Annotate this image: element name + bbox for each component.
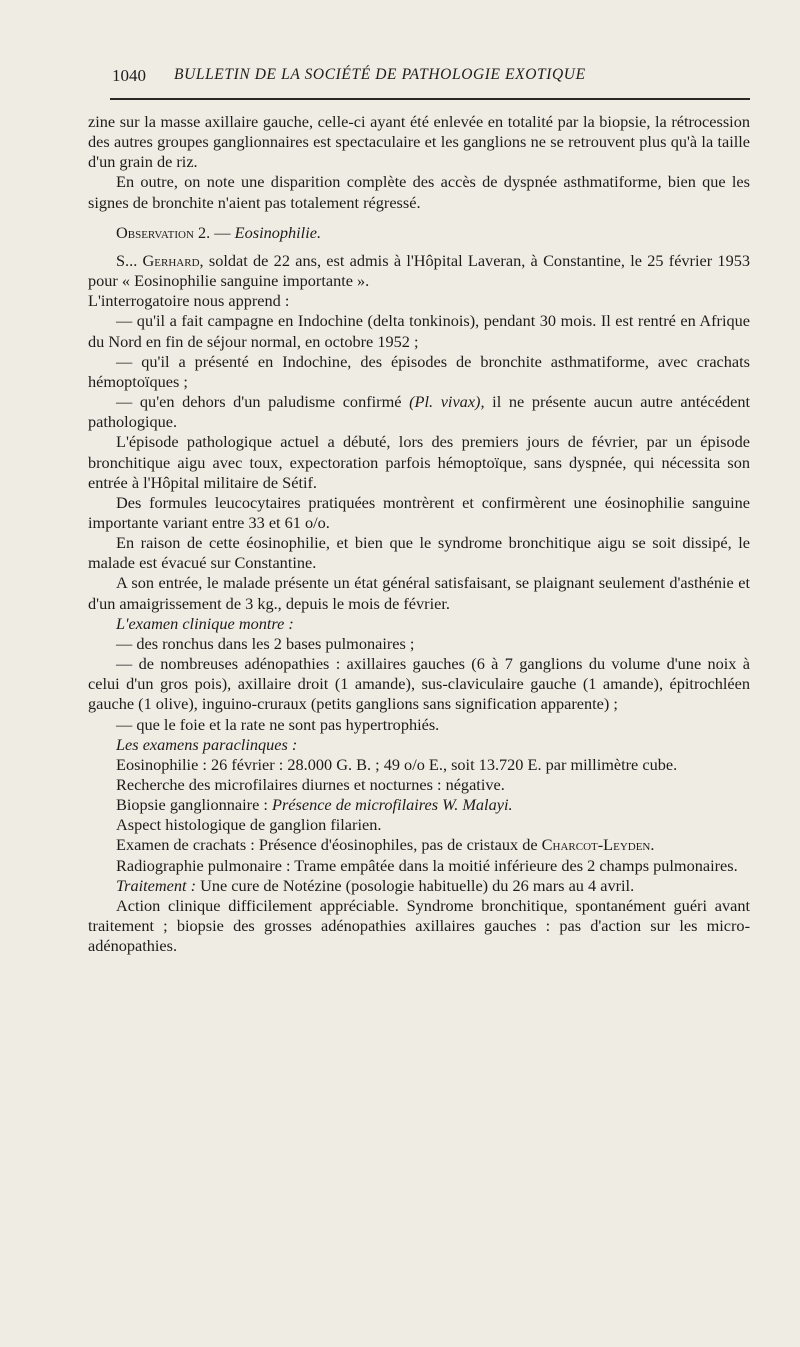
section-label: L'examen clinique montre : [116, 613, 294, 633]
section-label: Traitement : [116, 875, 197, 895]
paragraph: A son entrée, le malade présente un état général satisfaisant, se plaignant seulement d'asthénie et d'un amaigrissement de 3 kg., depuis le mois de février. [88, 573, 750, 613]
paragraph: Radiographie pulmonaire : Trame empâtée dans la moitié inférieure des 2 champs pulmonaires. [116, 855, 738, 875]
page-number: 1040 [112, 66, 146, 85]
paragraph: En raison de cette éosinophilie, et bien que le syndrome bronchitique aigu se soit dissipé, le malade est évacué sur Constantine. [88, 533, 750, 573]
list-item: — que le foie et la rate ne sont pas hypertrophiés. [116, 714, 440, 734]
paragraph [88, 876, 750, 896]
list-item: — qu'il a fait campagne en Indochine (delta tonkinois), pendant 30 mois. Il est rentré en Afrique du Nord en fin de séjour normal, en octobre 1952 ; [88, 311, 750, 351]
running-title: BULLETIN DE LA SOCIÉTÉ DE PATHOLOGIE EXOTIQUE [174, 66, 586, 83]
list-item: — qu'il a présenté en Indochine, des épisodes de bronchite asthmatiforme, avec crachats hémoptoïques ; [88, 351, 750, 391]
section-label: Les examens paraclinques : [116, 734, 298, 754]
header-rule [110, 98, 750, 100]
page-header [112, 66, 750, 92]
paragraph [88, 795, 750, 815]
paragraph: Des formules leucocytaires pratiquées montrèrent et confirmèrent une éosinophilie sanguine importante variant entre 33 et 61 o/o. [88, 492, 750, 532]
paragraph: Action clinique difficilement appréciable. Syndrome bronchitique, spontanément guéri avant traitement ; biopsie des grosses adénopathies axillaires gauches : pas d'action sur les micro-adénopathies. [88, 895, 750, 956]
paragraph [88, 835, 750, 855]
paragraph: zine sur la masse axillaire gauche, celle-ci ayant été enlevée en totalité par la biopsie, la rétrocession des autres groupes ganglionnaires est spectaculaire et les ganglions ne se retrouvent plus qu'à la taille d'un grain de riz. [88, 112, 750, 172]
biopsy-result: Présence de microfilaires W. Malayi. [272, 795, 513, 815]
paragraph [88, 251, 750, 291]
paragraph: L'interrogatoire nous apprend : [88, 291, 290, 311]
paragraph-text: Biopsie ganglionnaire : [116, 795, 272, 815]
paragraph-text: il ne présente aucun autre antécédent pathologique. [88, 392, 751, 432]
paragraph-text: , soldat de 22 ans, est admis à l'Hôpital Laveran, à Constantine, le 25 février 1953 pour « Eosinophilie sanguine importante ». [88, 250, 750, 291]
list-item [88, 392, 750, 432]
paragraph: Eosinophilie : 26 février : 28.000 G. B. ; 49 o/o E., soit 13.720 E. par millimètre cube. [116, 754, 678, 774]
species-name: (Pl. vivax), [409, 392, 485, 412]
paragraph: En outre, on note une disparition complète des accès de dyspnée asthmatiforme, bien que les signes de bronchite n'aient pas totalement régressé. [88, 172, 750, 212]
paragraph-text: — qu'en dehors d'un paludisme confirmé [116, 392, 410, 412]
observation-label: Observation [116, 222, 194, 242]
patient-initial: S... [116, 250, 143, 270]
body-text [88, 112, 750, 956]
observation-heading [88, 223, 750, 243]
paragraph: Aspect histologique de ganglion filarien. [116, 815, 382, 835]
list-item: — des ronchus dans les 2 bases pulmonaires ; [116, 633, 415, 653]
paragraph-text: Examen de crachats : Présence d'éosinophiles, pas de cristaux de [116, 835, 542, 855]
eponym: Charcot-Leyden. [541, 835, 655, 855]
observation-title: Eosinophilie. [234, 222, 322, 242]
list-item: — de nombreuses adénopathies : axillaires gauches (6 à 7 ganglions du volume d'une noix à celui d'un gros pois), axillaire droit (1 amande), sus-claviculaire gauche (1 amande), épitrochléen gauche (1 olive), inguino-cruraux (petits ganglions sans signification apparente) ; [88, 654, 750, 714]
patient-name: Gerhard [142, 250, 200, 270]
paragraph: L'épisode pathologique actuel a débuté, lors des premiers jours de février, par un épisode bronchitique aigu avec toux, expectoration parfois hémoptoïque, sans dyspnée, qui nécessita son entrée à l'Hôpital militaire de Sétif. [88, 432, 750, 492]
paragraph: Recherche des microfilaires diurnes et nocturnes : négative. [116, 775, 505, 794]
observation-number: 2. — [198, 222, 231, 242]
paragraph-text: Une cure de Notézine (posologie habituelle) du 26 mars au 4 avril. [196, 875, 635, 895]
